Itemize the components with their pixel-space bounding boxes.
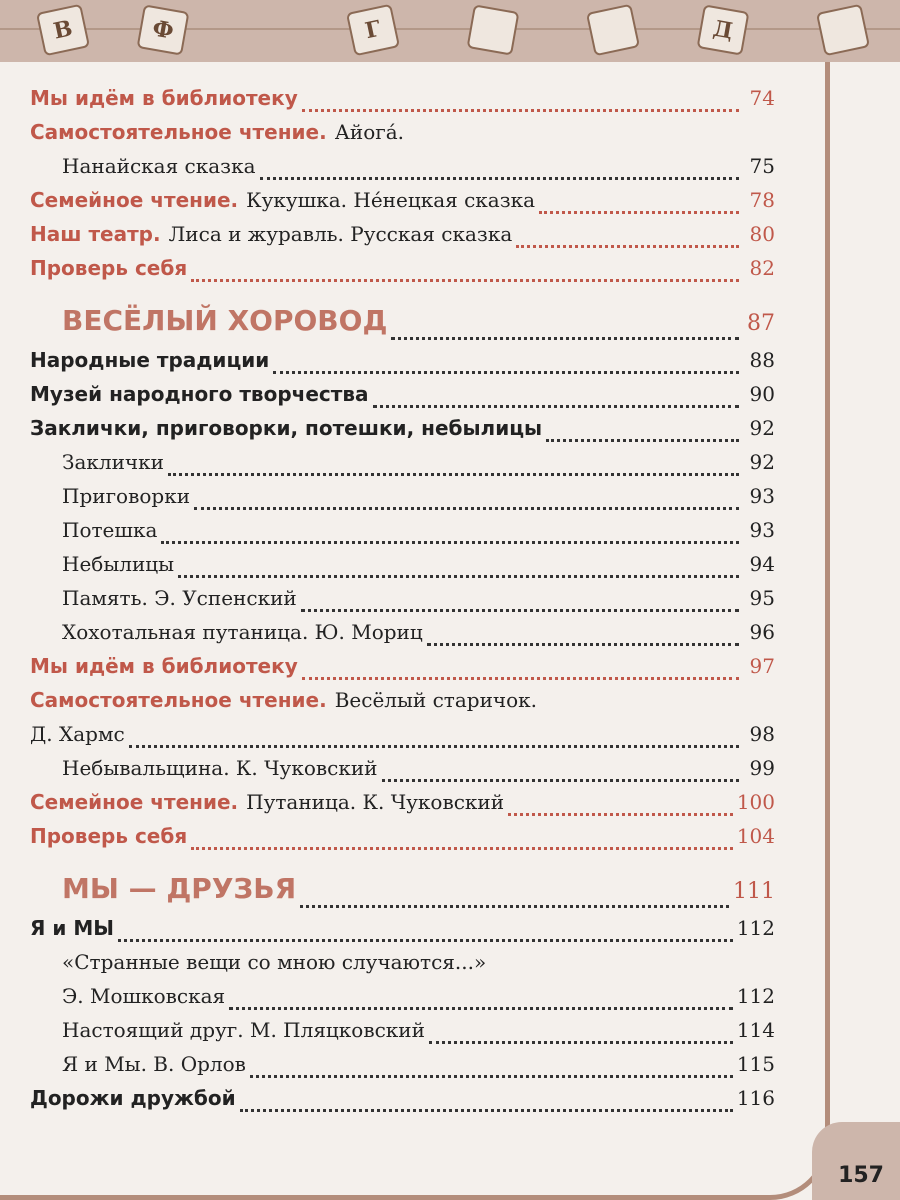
toc-entry[interactable] <box>30 1018 775 1052</box>
toc-entry[interactable] <box>30 1052 775 1086</box>
toc-entry[interactable] <box>30 450 775 484</box>
dot-leader <box>508 813 733 816</box>
page-number: 157 <box>838 1163 884 1188</box>
toc-entry-label: Народные традиции <box>30 348 270 372</box>
decorative-banner <box>0 0 900 62</box>
toc-page-number: 82 <box>749 256 775 280</box>
section-gap <box>30 290 775 304</box>
toc-page-number: 90 <box>749 382 775 406</box>
toc-entry[interactable] <box>30 916 775 950</box>
table-of-contents <box>30 86 775 1120</box>
toc-entry-label: Мы идём в библиотеку <box>30 86 298 110</box>
toc-entry-title: Кукушка. Не́нецкая сказка <box>246 188 536 212</box>
toc-entry-label: Заклички <box>62 450 164 474</box>
dot-leader <box>539 211 739 214</box>
dot-leader <box>391 337 739 340</box>
toc-entry-label: Мы идём в библиотеку <box>30 654 298 678</box>
toc-entry-label: Д. Хармс <box>30 722 125 746</box>
toc-entry[interactable] <box>30 416 775 450</box>
toc-entry[interactable] <box>30 984 775 1018</box>
toc-page-number: 97 <box>749 654 775 678</box>
toc-entry[interactable] <box>30 620 775 654</box>
toc-entry-label: Нанайская сказка <box>62 154 256 178</box>
toc-page-number: 93 <box>749 484 775 508</box>
toc-entry-label: Дорожи дружбой <box>30 1086 236 1110</box>
toc-page-number: 92 <box>749 416 775 440</box>
banner-ornament <box>467 4 520 55</box>
dot-leader <box>302 677 739 680</box>
toc-entry-label: Э. Мошковская <box>62 984 226 1008</box>
dot-leader <box>129 745 739 748</box>
toc-entry-label: Память. Э. Успенский <box>62 586 297 610</box>
dot-leader <box>273 371 739 374</box>
toc-section-heading[interactable] <box>30 872 775 916</box>
dot-leader <box>302 109 739 112</box>
dot-leader <box>427 643 739 646</box>
toc-entry[interactable] <box>30 586 775 620</box>
toc-section-heading[interactable] <box>30 304 775 348</box>
toc-entry-label: Проверь себя <box>30 824 188 848</box>
toc-entry-label: Проверь себя <box>30 256 188 280</box>
toc-entry-label: Приговорки <box>62 484 191 508</box>
toc-entry-label: Заклички, приговорки, потешки, небылицы <box>30 416 543 440</box>
dot-leader <box>300 905 729 908</box>
section-gap <box>30 858 775 872</box>
toc-entry-label: Хохотальная путаница. Ю. Мориц <box>62 620 423 644</box>
toc-page-number: 112 <box>736 984 775 1008</box>
toc-entry-label: «Странные вещи со мною случаются...» <box>62 950 487 974</box>
toc-entry-label: ВЕСЁЛЫЙ ХОРОВОД <box>62 304 388 337</box>
toc-entry[interactable] <box>30 824 775 858</box>
toc-entry[interactable] <box>30 518 775 552</box>
banner-ornament: В <box>36 4 90 57</box>
toc-entry-label: Настоящий друг. М. Пляцковский <box>62 1018 425 1042</box>
dot-leader <box>250 1075 733 1078</box>
toc-entry-label: Небывальщина. К. Чуковский <box>62 756 378 780</box>
toc-entry-label: Самостоятельное чтение. <box>30 120 327 144</box>
toc-page-number: 88 <box>749 348 775 372</box>
toc-page-number: 99 <box>749 756 775 780</box>
toc-entry[interactable] <box>30 756 775 790</box>
dot-leader <box>546 439 739 442</box>
toc-entry[interactable] <box>30 790 775 824</box>
toc-page-number: 87 <box>747 311 775 336</box>
banner-ornament <box>586 4 640 57</box>
toc-entry-label: Я и Мы. В. Орлов <box>62 1052 246 1076</box>
toc-entry[interactable] <box>30 688 775 722</box>
toc-entry-label: Я и МЫ <box>30 916 114 940</box>
toc-page-number: 94 <box>749 552 775 576</box>
toc-entry-label: МЫ — ДРУЗЬЯ <box>62 872 297 905</box>
toc-entry-label: Музей народного творчества <box>30 382 369 406</box>
toc-entry-title: Путаница. К. Чуковский <box>246 790 505 814</box>
toc-page-number: 111 <box>733 879 775 904</box>
toc-entry[interactable] <box>30 154 775 188</box>
toc-page-number: 112 <box>736 916 775 940</box>
banner-ornament: Ф <box>137 4 190 55</box>
dot-leader <box>178 575 739 578</box>
dot-leader <box>191 847 733 850</box>
toc-entry[interactable] <box>30 188 775 222</box>
banner-ornament <box>816 4 870 57</box>
dot-leader <box>516 245 739 248</box>
toc-entry[interactable] <box>30 484 775 518</box>
dot-leader <box>229 1007 733 1010</box>
toc-entry-title: Лиса и журавль. Русская сказка <box>168 222 513 246</box>
toc-page-number: 96 <box>749 620 775 644</box>
toc-page-number: 115 <box>736 1052 775 1076</box>
dot-leader <box>429 1041 733 1044</box>
dot-leader <box>168 473 739 476</box>
toc-page-number: 100 <box>736 790 775 814</box>
banner-ornament: Д <box>697 4 750 55</box>
toc-entry-label: Небылицы <box>62 552 175 576</box>
toc-entry-title: Весёлый старичок. <box>334 688 538 712</box>
toc-page-number: 93 <box>749 518 775 542</box>
toc-page-number: 78 <box>749 188 775 212</box>
toc-entry-label: Семейное чтение. <box>30 790 239 814</box>
toc-page-number: 114 <box>736 1018 775 1042</box>
banner-thread <box>0 28 900 30</box>
toc-entry[interactable] <box>30 654 775 688</box>
toc-entry[interactable] <box>30 722 775 756</box>
dot-leader <box>260 177 739 180</box>
toc-entry-label: Самостоятельное чтение. <box>30 688 327 712</box>
dot-leader <box>191 279 739 282</box>
dot-leader <box>301 609 739 612</box>
toc-entry[interactable] <box>30 552 775 586</box>
toc-entry[interactable] <box>30 86 775 120</box>
dot-leader <box>240 1109 733 1112</box>
dot-leader <box>382 779 740 782</box>
page-number-tab <box>812 1122 900 1200</box>
toc-entry-label: Потешка <box>62 518 158 542</box>
banner-ornament: Г <box>346 4 400 57</box>
toc-entry-label: Наш театр. <box>30 222 161 246</box>
toc-entry[interactable] <box>30 950 775 984</box>
dot-leader <box>118 939 733 942</box>
toc-entry[interactable] <box>30 222 775 256</box>
toc-entry[interactable] <box>30 120 775 154</box>
toc-entry-title: Айога́. <box>334 120 404 144</box>
toc-page-number: 75 <box>749 154 775 178</box>
toc-entry[interactable] <box>30 1086 775 1120</box>
toc-page-number: 98 <box>749 722 775 746</box>
toc-entry-label: Семейное чтение. <box>30 188 239 212</box>
toc-page-number: 92 <box>749 450 775 474</box>
dot-leader <box>373 405 739 408</box>
dot-leader <box>161 541 739 544</box>
toc-page-number: 95 <box>749 586 775 610</box>
toc-entry[interactable] <box>30 348 775 382</box>
toc-page-number: 104 <box>736 824 775 848</box>
toc-page-number: 80 <box>749 222 775 246</box>
toc-entry[interactable] <box>30 382 775 416</box>
dot-leader <box>194 507 739 510</box>
toc-page-number: 74 <box>749 86 775 110</box>
toc-page-number: 116 <box>736 1086 775 1110</box>
toc-entry[interactable] <box>30 256 775 290</box>
